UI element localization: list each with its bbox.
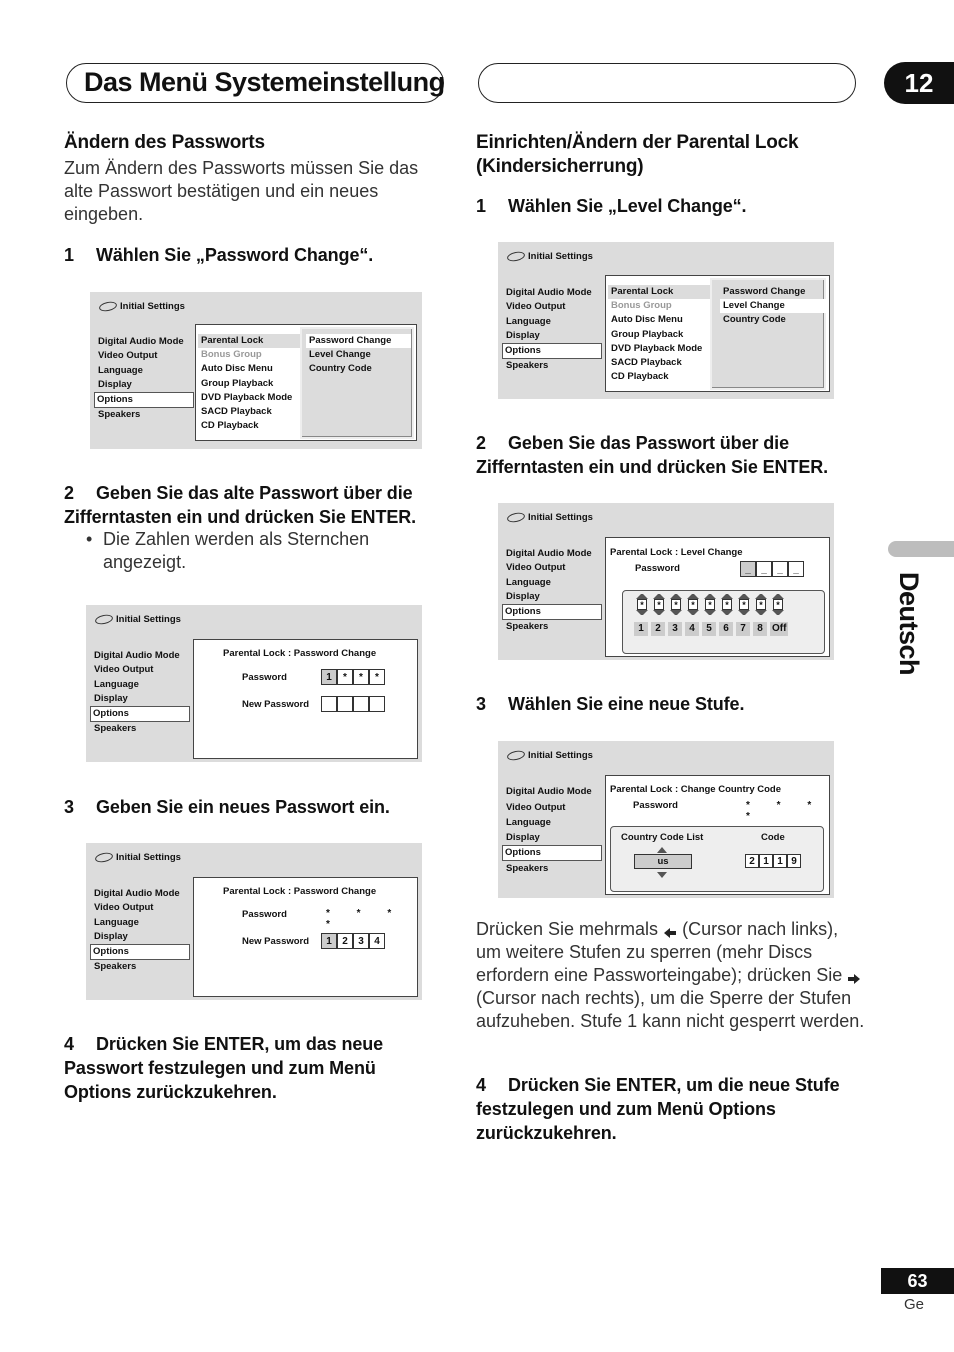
main-menu — [506, 286, 612, 374]
screen-title: Initial Settings — [95, 852, 181, 864]
submenu-item: CD Playback — [201, 420, 259, 432]
disc-icon — [506, 749, 525, 762]
code-cell: 1 — [773, 854, 787, 868]
menu-item: Speakers — [94, 961, 137, 973]
new-password-cells — [321, 933, 385, 949]
panel-title: Parental Lock : Change Country Code — [610, 784, 782, 795]
screen-title: Initial Settings — [95, 614, 181, 626]
digit-cell: _ — [756, 561, 772, 577]
submenu — [198, 334, 300, 433]
level-number: 7 — [736, 622, 750, 636]
lock-icon: * — [653, 594, 665, 615]
right-step-1: 1 Wählen Sie „Level Change“. — [476, 196, 747, 216]
menu-item-selected: Options — [502, 343, 602, 359]
lock-icon: * — [704, 594, 716, 615]
menu-item: Video Output — [506, 562, 566, 574]
right-item-selected: Password Change — [306, 334, 411, 348]
submenu-item: Group Playback — [611, 328, 684, 340]
lock-icon: * — [755, 594, 767, 615]
menu-item: Digital Audio Mode — [506, 548, 592, 559]
blank-pill — [478, 63, 856, 103]
right-step-4: 4 Drücken Sie ENTER, um die neue Stufe festzulegen und zum Menü Options zurückzukehren. — [476, 1075, 840, 1143]
left-step-4: 4 Drücken Sie ENTER, um das neue Passwort festzulegen und zum Menü Options zurückzukehren. — [64, 1034, 384, 1102]
lock-icon: * — [670, 594, 682, 615]
screen-level-change — [498, 503, 834, 660]
menu-item: Video Output — [506, 802, 566, 813]
menu-item-selected: Options — [90, 944, 190, 960]
chapter-number: 12 — [884, 62, 954, 104]
disc-icon — [506, 250, 525, 263]
lock-icon: * — [636, 594, 648, 615]
level-number: 4 — [685, 622, 699, 636]
password-stars: * * * * — [746, 800, 824, 822]
right-item: Country Code — [309, 363, 372, 375]
left-intro: Zum Ändern des Passworts müssen Sie das alte Passwort bestätigen und ein neues eingeben. — [64, 158, 419, 224]
menu-item: Display — [94, 930, 128, 942]
digit-cell: _ — [788, 561, 804, 577]
digit-cell: 2 — [337, 933, 353, 949]
arrow-right-icon — [847, 969, 861, 983]
lock-icon: * — [721, 594, 733, 615]
page-language-code: Ge — [904, 1296, 925, 1313]
menu-item: Digital Audio Mode — [506, 287, 592, 298]
digit-cell: * — [353, 669, 369, 685]
right-paragraph: Drücken Sie mehrmals (Cursor nach links), um weitere Stufen zu sperren (mehr Discs erfordern eine Passworteingabe); drücken Sie (Cursor nach rechts), um die Sperre der Stufen aufzuheben. Stufe 1 kann nicht gesperrt werden. — [476, 919, 865, 1031]
digit-cell: 1 — [321, 933, 337, 949]
new-password-cells — [321, 696, 385, 712]
menu-item-selected: Options — [94, 392, 194, 408]
submenu-item: DVD Playback Mode — [611, 342, 703, 354]
up-arrow-icon — [657, 847, 667, 853]
screen-old-password — [86, 605, 422, 762]
digit-cell: 3 — [353, 933, 369, 949]
menu-item: Language — [94, 916, 139, 928]
menu-item: Language — [506, 315, 551, 327]
left-heading: Ändern des Passworts — [64, 132, 265, 153]
submenu — [608, 285, 710, 384]
new-password-label: New Password — [242, 699, 310, 710]
digit-cell: _ — [740, 561, 756, 577]
level-number: 1 — [634, 622, 648, 636]
arrow-left-icon — [663, 923, 677, 937]
new-password-label: New Password — [242, 936, 310, 947]
menu-item: Display — [506, 329, 540, 341]
menu-item: Speakers — [94, 723, 137, 735]
menu-item-selected: Options — [502, 845, 602, 861]
submenu-item: Bonus Group — [611, 300, 672, 312]
bullet-dot-icon: • — [86, 529, 93, 549]
level-number: 3 — [668, 622, 682, 636]
digit-cell: * — [369, 669, 385, 685]
screen-title: Initial Settings — [507, 512, 593, 524]
right-item: Level Change — [309, 349, 371, 361]
submenu-item: SACD Playback — [611, 357, 682, 369]
level-numbers — [634, 622, 788, 636]
disc-icon — [506, 511, 525, 524]
left-step-2-bullet: • Die Zahlen werden als Sternchen angezeigt. — [86, 529, 370, 572]
page-number: 63 — [881, 1268, 954, 1294]
level-number: 5 — [702, 622, 716, 636]
screen-title: Initial Settings — [99, 301, 185, 313]
submenu-item: Auto Disc Menu — [201, 363, 273, 375]
menu-item-selected: Options — [502, 604, 602, 620]
menu-item: Video Output — [94, 664, 154, 676]
password-label: Password — [242, 909, 287, 920]
page-title: Das Menü Systemeinstellung — [84, 67, 445, 97]
panel-title: Parental Lock : Level Change — [610, 547, 743, 558]
password-cells — [740, 561, 804, 577]
lock-icon: * — [772, 594, 784, 615]
password-label: Password — [633, 800, 678, 811]
menu-item: Video Output — [94, 902, 154, 914]
submenu-item: Auto Disc Menu — [611, 314, 683, 326]
digit-cell: * — [337, 669, 353, 685]
right-item: Password Change — [723, 286, 806, 297]
digit-cell — [337, 696, 353, 712]
side-language-label: Deutsch — [894, 572, 924, 676]
screen-title: Initial Settings — [507, 750, 593, 762]
right-heading: Einrichten/Ändern der Parental Lock (Kindersicherrung) — [476, 132, 799, 177]
right-step-2: 2 Geben Sie das Passwort über die Zifferntasten ein und drücken Sie ENTER. — [476, 433, 829, 477]
submenu-item: Parental Lock — [198, 334, 300, 348]
lock-icon: * — [687, 594, 699, 615]
code-cell: 2 — [745, 854, 759, 868]
menu-item: Digital Audio Mode — [94, 650, 180, 661]
menu-item: Video Output — [506, 301, 566, 313]
submenu-item: Parental Lock — [608, 285, 710, 299]
right-item: Country Code — [723, 314, 786, 326]
lock-icon: * — [738, 594, 750, 615]
menu-item: Display — [506, 832, 540, 843]
menu-item-selected: Options — [90, 706, 190, 722]
menu-item: Speakers — [506, 863, 549, 874]
digit-cell — [369, 696, 385, 712]
code-cell: 1 — [759, 854, 773, 868]
menu-item: Digital Audio Mode — [94, 888, 180, 899]
level-number: 2 — [651, 622, 665, 636]
main-menu — [94, 649, 200, 737]
menu-item: Display — [506, 590, 540, 602]
menu-item: Display — [98, 378, 132, 390]
side-tab-bar — [888, 541, 954, 557]
right-step-3: 3 Wählen Sie eine neue Stufe. — [476, 694, 745, 714]
left-step-3: 3 Geben Sie ein neues Passwort ein. — [64, 797, 390, 817]
digit-cell — [353, 696, 369, 712]
menu-item: Language — [98, 364, 143, 376]
old-password-cells — [321, 669, 385, 685]
disc-icon — [98, 300, 117, 313]
level-lock-icons — [636, 594, 784, 615]
submenu-item: CD Playback — [611, 371, 669, 383]
disc-icon — [94, 851, 113, 864]
screen-title: Initial Settings — [507, 251, 593, 263]
code-cells — [745, 854, 801, 868]
main-menu — [506, 547, 612, 635]
main-menu — [94, 887, 200, 975]
level-number: 6 — [719, 622, 733, 636]
screen-new-password — [86, 843, 422, 1000]
screen-menu-password-change — [90, 292, 422, 449]
left-step-1: 1 Wählen Sie „Password Change“. — [64, 245, 374, 265]
menu-item: Speakers — [98, 409, 141, 421]
right-submenu — [720, 285, 828, 328]
screen-country-code — [498, 741, 834, 898]
menu-item: Language — [506, 817, 551, 828]
main-menu — [98, 335, 204, 423]
menu-item: Video Output — [98, 350, 158, 362]
submenu-item: DVD Playback Mode — [201, 391, 293, 403]
level-number: Off — [772, 623, 787, 634]
menu-item: Display — [94, 692, 128, 704]
menu-item: Digital Audio Mode — [506, 786, 592, 797]
panel-title: Parental Lock : Password Change — [223, 886, 377, 897]
password-stars: * * * * — [326, 908, 404, 930]
left-step-2: 2 Geben Sie das alte Passwort über die Zifferntasten ein und drücken Sie ENTER. — [64, 483, 417, 527]
country-value: us — [634, 854, 692, 869]
password-label: Password — [635, 563, 680, 574]
screen-menu-level-change — [498, 242, 834, 399]
panel-title: Parental Lock : Password Change — [223, 648, 377, 659]
menu-item: Digital Audio Mode — [98, 336, 184, 347]
code-cell: 9 — [787, 854, 801, 868]
country-list-label: Country Code List — [621, 832, 704, 843]
code-label: Code — [761, 832, 785, 843]
right-submenu — [306, 334, 411, 377]
digit-cell: _ — [772, 561, 788, 577]
menu-item: Language — [94, 678, 139, 690]
digit-cell — [321, 696, 337, 712]
disc-icon — [94, 613, 113, 626]
digit-cell: 4 — [369, 933, 385, 949]
menu-item: Speakers — [506, 360, 549, 372]
main-menu — [506, 784, 612, 876]
password-label: Password — [242, 672, 287, 683]
level-number: 8 — [753, 622, 767, 636]
digit-cell: 1 — [321, 669, 337, 685]
right-item-selected: Level Change — [720, 299, 828, 313]
submenu-item: Group Playback — [201, 377, 274, 389]
submenu-item: SACD Playback — [201, 406, 272, 418]
submenu-item: Bonus Group — [201, 349, 262, 361]
menu-item: Language — [506, 576, 551, 588]
menu-item: Speakers — [506, 621, 549, 633]
down-arrow-icon — [657, 872, 667, 878]
